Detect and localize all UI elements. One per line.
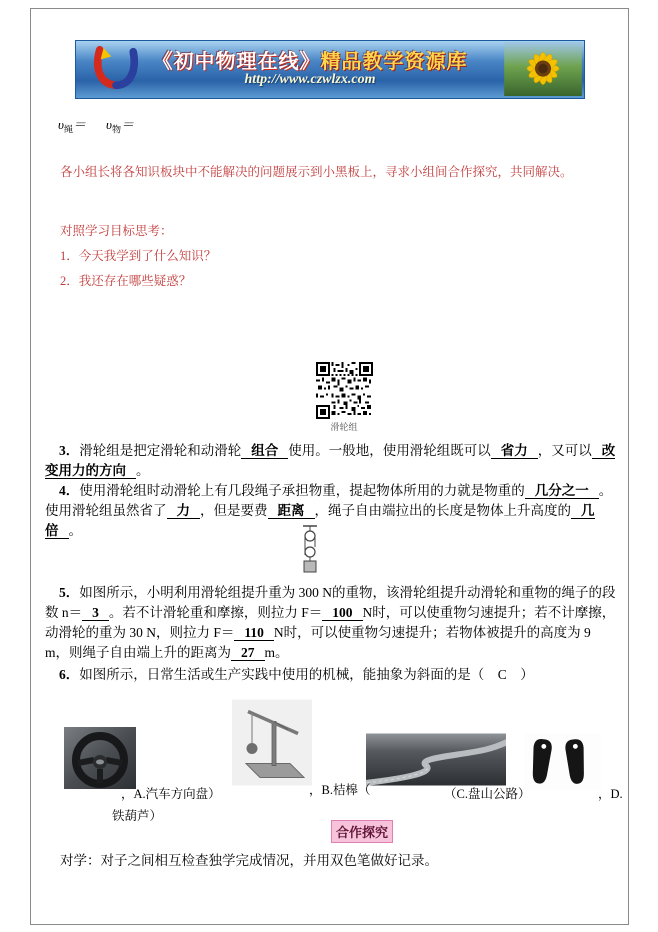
qr-code-image — [316, 362, 373, 419]
option-d-label: ，D. — [598, 787, 623, 801]
question-6-number: 6． — [59, 667, 80, 682]
question-5-number: 5． — [59, 585, 80, 600]
question-4-text-4: ，绳子自由端拉出的长度是物体上升高度的 — [314, 503, 571, 518]
option-a-label: ，A.汽车方向盘） — [121, 787, 221, 801]
question-5-text-5: m。 — [264, 645, 289, 660]
question-4-number: 4． — [59, 483, 80, 498]
option-b-label-wrap: 铁葫芦） — [112, 809, 163, 823]
question-4-text-3: ，但是要费 — [200, 503, 268, 518]
qr-code-block — [312, 362, 376, 433]
sunflower-image — [503, 42, 583, 96]
option-c-mountain-road-image — [366, 733, 506, 786]
option-b-label: ，B.桔槔（ — [309, 783, 371, 797]
question-4-text-5: 。 — [68, 523, 82, 538]
question-4-blank-4: 几倍 — [45, 503, 595, 538]
question-5-text-2: 。若不计滑轮重和摩擦，则拉力 F＝ — [108, 605, 323, 620]
question-5-blank-1: 3 — [82, 605, 109, 621]
question-5-text-4: N时，可以使重物匀速提升；若物体被提升的高度为 9 m，则绳子自由端上升的距离为 — [45, 625, 591, 660]
question-3-text-2: 使用。一般地，使用滑轮组既可以 — [288, 443, 491, 458]
option-c-label: （C.盘山公路） — [444, 787, 531, 801]
question-3 — [45, 441, 618, 481]
group-task-note: 各小组长将各知识板块中不能解决的问题展示到小黑板上，寻求小组间合作探究，共同解决。 — [60, 165, 573, 179]
question-3-number: 3． — [59, 443, 80, 458]
question-4-blank-1: 几分之一 — [525, 483, 599, 499]
question-3-blank-1: 组合 — [241, 443, 288, 459]
reflect-title: 对照学习目标思考： — [60, 224, 173, 238]
formula-eq2: ＝ — [120, 117, 134, 132]
question-3-blank-3: 改变用力的方向 — [45, 443, 616, 478]
banner-title — [116, 45, 504, 74]
banner-title-part2: 精品教学资源库 — [320, 51, 468, 73]
cooperation-section-badge: 合作探究 — [331, 820, 393, 843]
question-5-blank-3: 110 — [234, 625, 274, 641]
question-6-text-1: 如图所示，日常生活或生产实践中使用的机械，能抽象为斜面的是（ C ） — [79, 667, 534, 682]
question-3-blank-2: 省力 — [491, 443, 538, 459]
pulley-system-figure — [297, 524, 323, 578]
formula-v1: υ — [58, 117, 64, 132]
formula-v2-sub: 物 — [111, 124, 121, 135]
question-6 — [45, 665, 618, 685]
reflect-item-2: 2．我还存在哪些疑惑？ — [60, 274, 192, 288]
formula-eq1: ＝ — [72, 117, 86, 132]
question-4-blank-3: 距离 — [268, 503, 315, 519]
question-4 — [45, 481, 618, 541]
question-4-blank-2: 力 — [167, 503, 201, 519]
formula-line — [58, 114, 134, 136]
question-4-text-1: 使用滑轮组时动滑轮上有几段绳子承担物重，提起物体所用的力就是物重的 — [79, 483, 525, 498]
header-banner — [75, 40, 585, 99]
option-d-openers-image — [524, 733, 601, 790]
site-url-link[interactable]: http://www.czwlzx.com — [244, 72, 376, 87]
question-5-blank-2: 100 — [322, 605, 362, 621]
formula-v2: υ — [106, 117, 112, 132]
peer-check-note: 对学：对子之间相互检查独学完成情况，并用双色笔做好记录。 — [60, 853, 438, 868]
question-5-blank-4: 27 — [231, 645, 265, 661]
reflect-item-1: 1．今天我学到了什么知识？ — [60, 249, 217, 263]
banner-title-part1: 《初中物理在线》 — [152, 51, 321, 73]
qr-caption: 滑轮组 — [330, 422, 358, 432]
question-3-text-3: ，又可以 — [537, 443, 592, 458]
formula-v1-sub: 绳 — [63, 124, 73, 135]
question-5-text-3: N时，可以使重物匀速提升；若不计摩擦，动滑轮的重为 30 N，则拉力 F＝ — [45, 605, 616, 640]
question-5-text-1: 如图所示，小明利用滑轮组提升重为 300 N的重物，该滑轮组提升动滑轮和重物的绳子的段数 n＝ — [45, 585, 616, 620]
question-3-text-4: 。 — [136, 463, 150, 478]
option-b-well-sweep-image — [232, 699, 312, 786]
option-a-steering-wheel-image — [64, 727, 136, 789]
question-3-text-1: 滑轮组是把定滑轮和动滑轮 — [79, 443, 242, 458]
question-5 — [45, 583, 618, 663]
question-4-text-2: 。使用滑轮组虽然省了 — [45, 483, 613, 518]
